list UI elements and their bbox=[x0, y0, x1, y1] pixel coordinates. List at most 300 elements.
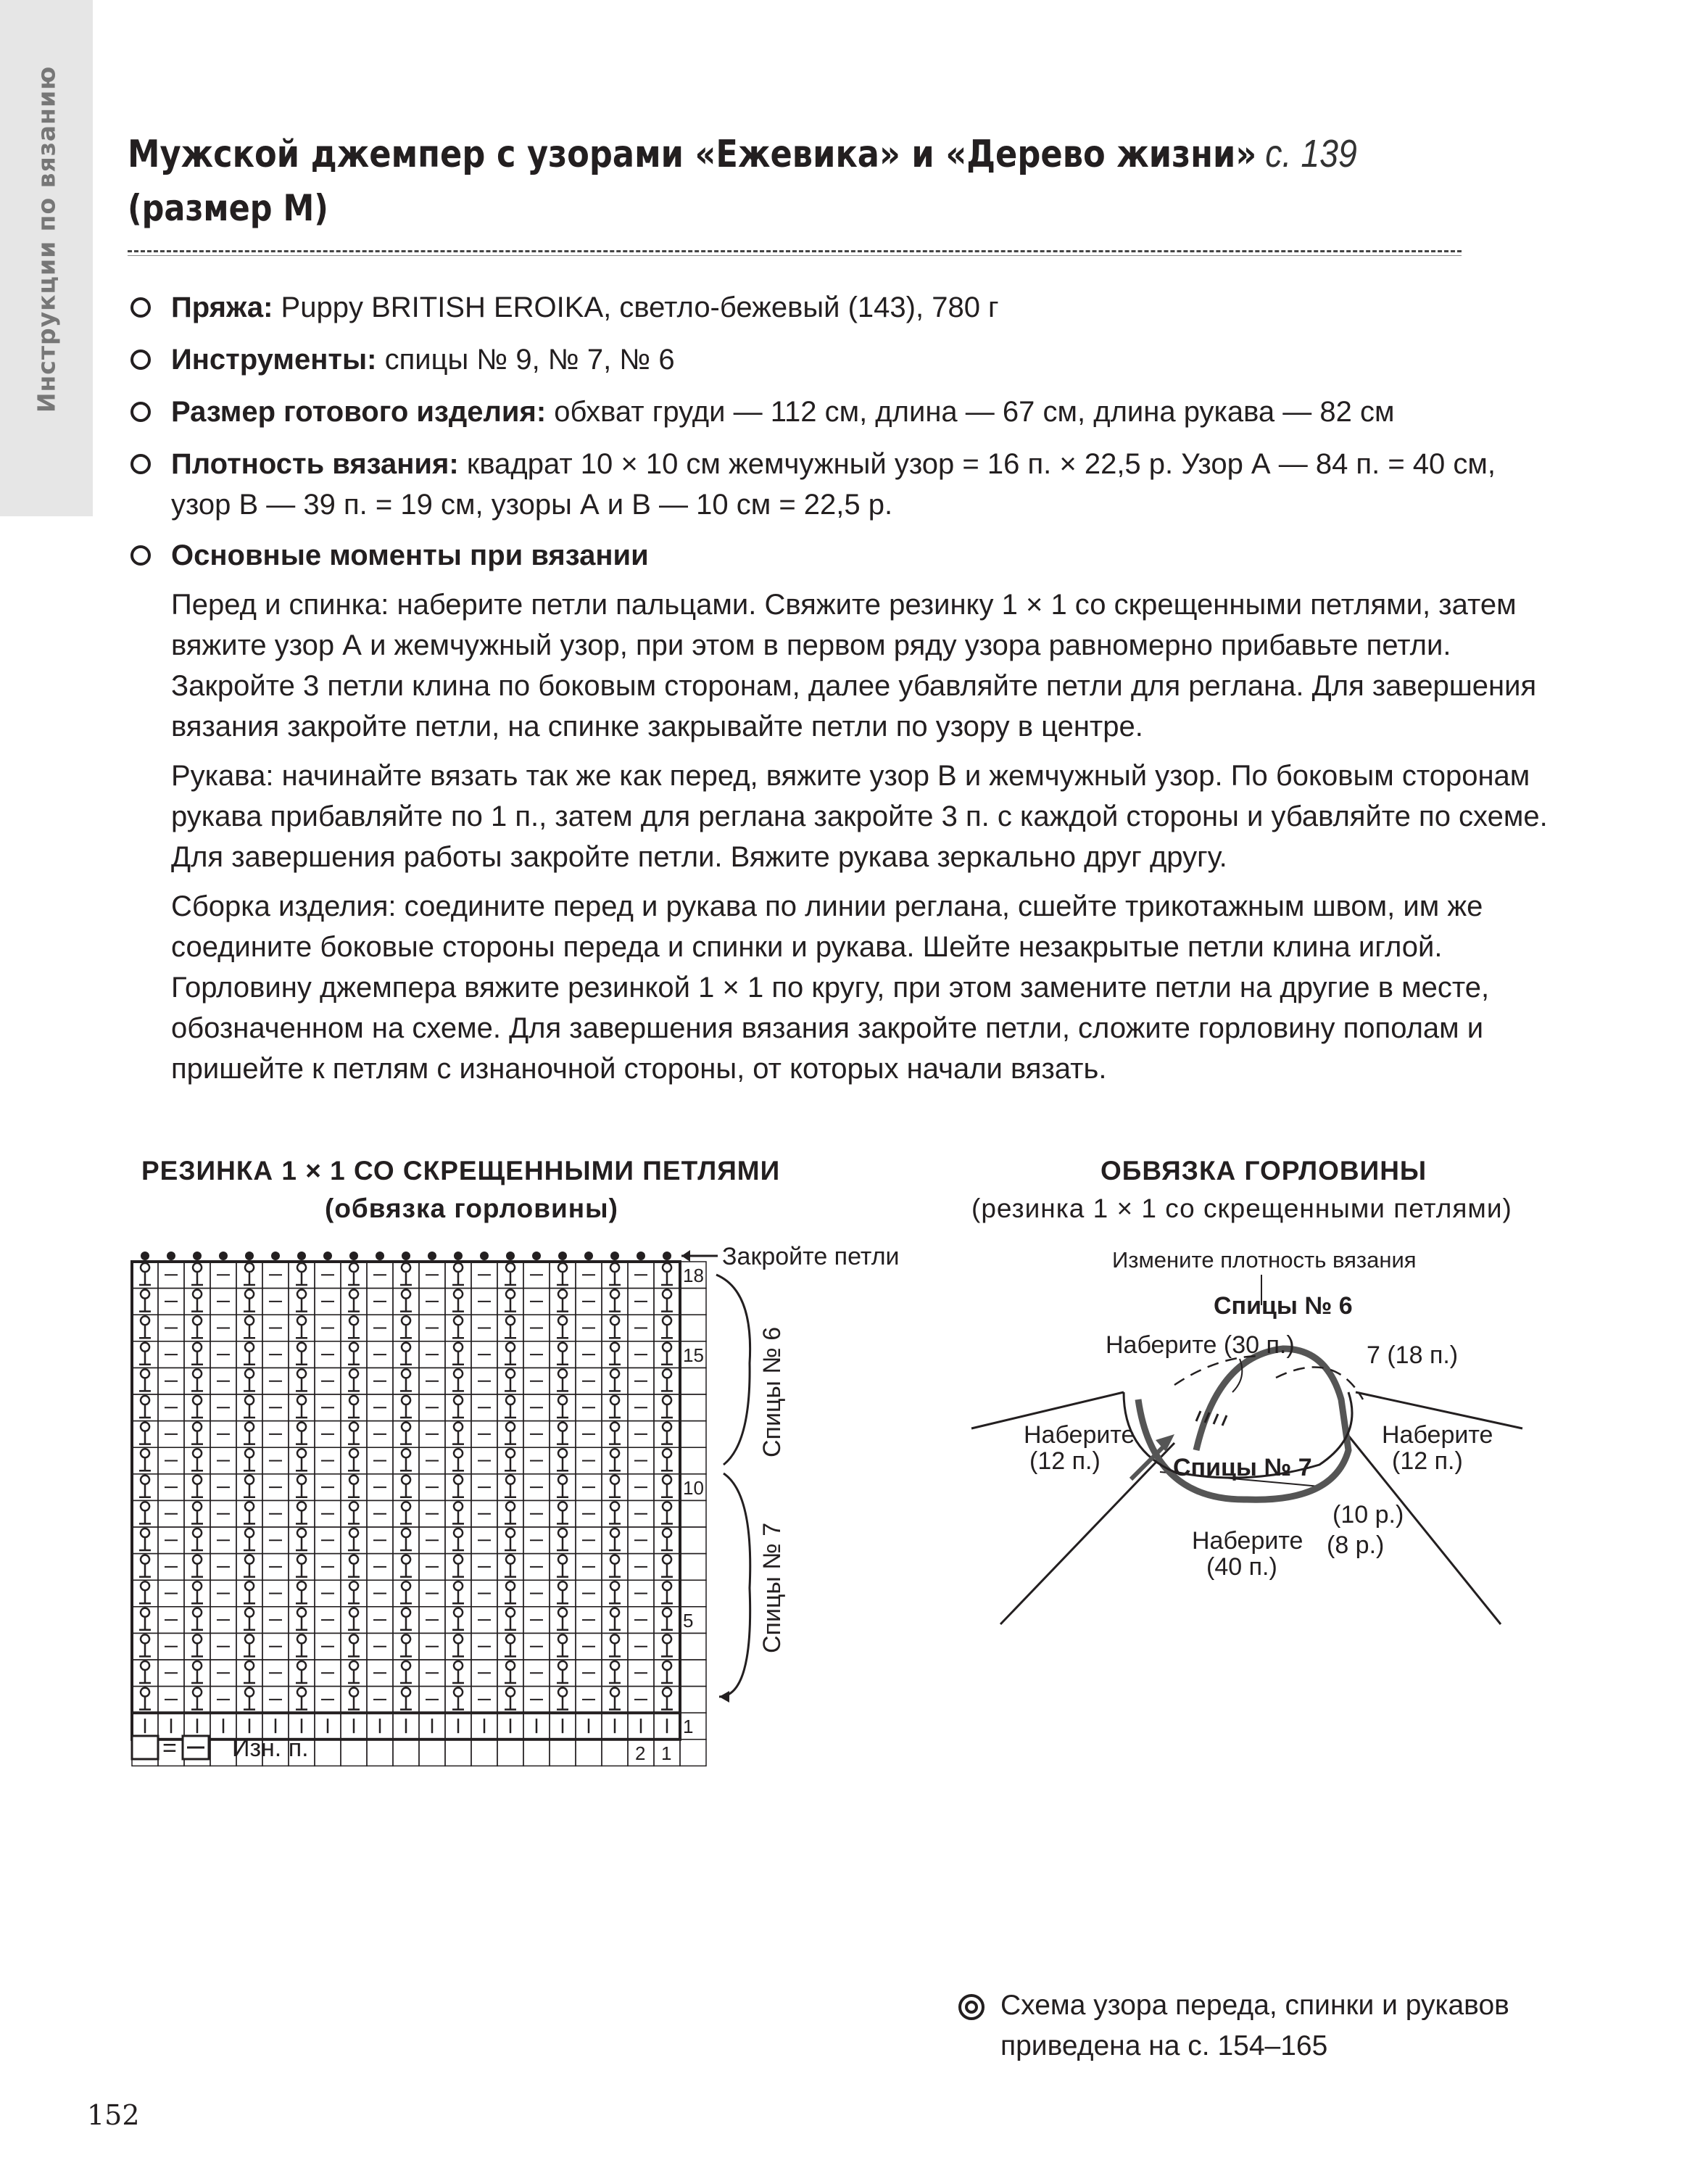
bind-off-dot bbox=[271, 1252, 280, 1260]
twisted-stitch-symbol bbox=[452, 1634, 464, 1656]
twisted-stitch-symbol bbox=[244, 1555, 255, 1577]
spec-label: Пряжа: bbox=[171, 291, 273, 323]
needles-6-label: Спицы № 6 bbox=[758, 1326, 786, 1457]
twisted-stitch-symbol bbox=[452, 1369, 464, 1391]
twisted-stitch-symbol bbox=[296, 1476, 307, 1497]
bind-off-dot bbox=[349, 1252, 358, 1260]
double-circle-icon bbox=[958, 1994, 985, 2020]
twisted-stitch-symbol bbox=[557, 1688, 568, 1710]
twisted-stitch-symbol bbox=[661, 1608, 673, 1630]
row-number: 10 bbox=[683, 1476, 704, 1499]
twisted-stitch-symbol bbox=[296, 1502, 307, 1523]
twisted-stitch-symbol bbox=[661, 1476, 673, 1497]
twisted-stitch-symbol bbox=[505, 1608, 516, 1630]
twisted-stitch-symbol bbox=[609, 1290, 621, 1312]
twisted-stitch-symbol bbox=[191, 1608, 203, 1630]
twisted-stitch-symbol bbox=[296, 1688, 307, 1710]
bind-off-dot bbox=[663, 1252, 671, 1260]
twisted-stitch-symbol bbox=[505, 1581, 516, 1603]
grid-cell bbox=[471, 1740, 497, 1766]
grid-cell bbox=[497, 1740, 523, 1766]
twisted-stitch-symbol bbox=[452, 1316, 464, 1338]
twisted-stitch-symbol bbox=[244, 1529, 255, 1550]
twisted-stitch-symbol bbox=[400, 1316, 412, 1338]
twisted-stitch-symbol bbox=[348, 1688, 360, 1710]
spec-gauge bbox=[130, 444, 1551, 525]
bullet-icon bbox=[130, 454, 151, 474]
twisted-stitch-symbol bbox=[557, 1608, 568, 1630]
twisted-stitch-symbol bbox=[661, 1396, 673, 1418]
twisted-stitch-symbol bbox=[244, 1290, 255, 1312]
pick-up-12-right-count: (12 п.) bbox=[1392, 1447, 1463, 1475]
twisted-stitch-symbol bbox=[348, 1634, 360, 1656]
title-text: Мужской джемпер с узорами «Ежевика» и «Дерево жизни» bbox=[128, 133, 1257, 176]
bind-off-dot bbox=[245, 1252, 254, 1260]
twisted-stitch-symbol bbox=[400, 1529, 412, 1550]
twisted-stitch-symbol bbox=[400, 1343, 412, 1365]
twisted-stitch-symbol bbox=[557, 1476, 568, 1497]
twisted-stitch-symbol bbox=[661, 1661, 673, 1683]
header-divider bbox=[128, 250, 1462, 252]
twisted-stitch-symbol bbox=[244, 1343, 255, 1365]
twisted-stitch-symbol bbox=[609, 1476, 621, 1497]
twisted-stitch-symbol bbox=[400, 1661, 412, 1683]
neckband-title: ОБВЯЗКА ГОРЛОВИНЫ bbox=[1101, 1156, 1427, 1186]
twisted-stitch-symbol bbox=[191, 1423, 203, 1444]
twisted-stitch-symbol bbox=[505, 1423, 516, 1444]
twisted-stitch-symbol bbox=[661, 1343, 673, 1365]
twisted-stitch-symbol bbox=[452, 1688, 464, 1710]
twisted-stitch-symbol bbox=[191, 1316, 203, 1338]
twisted-stitch-symbol bbox=[244, 1476, 255, 1497]
twisted-stitch-symbol bbox=[452, 1396, 464, 1418]
twisted-stitch-symbol bbox=[452, 1608, 464, 1630]
twisted-stitch-symbol bbox=[296, 1343, 307, 1365]
grid-cell bbox=[680, 1740, 706, 1766]
note-line-2: приведена на с. 154–165 bbox=[1000, 2030, 1328, 2061]
twisted-stitch-symbol bbox=[452, 1423, 464, 1444]
twisted-stitch-symbol bbox=[400, 1396, 412, 1418]
twisted-stitch-symbol bbox=[661, 1634, 673, 1656]
twisted-stitch-symbol bbox=[139, 1661, 151, 1683]
rib-chart-subtitle: (обвязка горловины) bbox=[325, 1194, 618, 1223]
twisted-stitch-symbol bbox=[244, 1581, 255, 1603]
twisted-stitch-symbol bbox=[244, 1423, 255, 1444]
twisted-stitch-symbol bbox=[505, 1449, 516, 1471]
twisted-stitch-symbol bbox=[348, 1476, 360, 1497]
bind-off-dot bbox=[506, 1252, 515, 1260]
twisted-stitch-symbol bbox=[191, 1476, 203, 1497]
row-number: 18 bbox=[683, 1265, 704, 1286]
twisted-stitch-symbol bbox=[505, 1502, 516, 1523]
twisted-stitch-symbol bbox=[557, 1343, 568, 1365]
twisted-stitch-symbol bbox=[452, 1502, 464, 1523]
rows-8-label: (8 р.) bbox=[1327, 1531, 1385, 1559]
twisted-stitch-symbol bbox=[191, 1369, 203, 1391]
grid-cell bbox=[680, 1527, 706, 1554]
twisted-stitch-symbol bbox=[296, 1608, 307, 1630]
twisted-stitch-symbol bbox=[191, 1581, 203, 1603]
bind-off-dot bbox=[193, 1252, 202, 1260]
column-number: 1 bbox=[661, 1742, 672, 1764]
bind-off-label: Закройте петли bbox=[722, 1243, 900, 1270]
twisted-stitch-symbol bbox=[244, 1449, 255, 1471]
twisted-stitch-symbol bbox=[348, 1290, 360, 1312]
twisted-stitch-symbol bbox=[400, 1502, 412, 1523]
arrow-head-icon bbox=[719, 1691, 729, 1703]
grid-cell bbox=[680, 1580, 706, 1607]
grid-cell bbox=[523, 1740, 550, 1766]
section-label: Инструкции по вязанию bbox=[32, 65, 61, 413]
grid-cell bbox=[680, 1394, 706, 1421]
twisted-stitch-symbol bbox=[348, 1502, 360, 1523]
twisted-stitch-symbol bbox=[400, 1476, 412, 1497]
row-number: 15 bbox=[683, 1344, 704, 1366]
twisted-stitch-symbol bbox=[557, 1529, 568, 1550]
grid-cell bbox=[680, 1554, 706, 1581]
pick-up-12-left-count: (12 п.) bbox=[1029, 1447, 1101, 1475]
twisted-stitch-symbol bbox=[452, 1476, 464, 1497]
twisted-stitch-symbol bbox=[661, 1688, 673, 1710]
twisted-stitch-symbol bbox=[609, 1529, 621, 1550]
twisted-stitch-symbol bbox=[661, 1529, 673, 1550]
bind-off-dot bbox=[167, 1252, 175, 1260]
bind-off-row bbox=[141, 1252, 671, 1260]
bullet-icon bbox=[130, 297, 151, 318]
twisted-stitch-symbol bbox=[348, 1316, 360, 1338]
spec-value: обхват груди — 112 см, длина — 67 см, длина рукава — 82 см bbox=[554, 396, 1395, 428]
twisted-stitch-symbol bbox=[609, 1688, 621, 1710]
spec-label: Плотность вязания: bbox=[171, 448, 459, 480]
grid-cell bbox=[576, 1740, 602, 1766]
twisted-stitch-symbol bbox=[296, 1529, 307, 1550]
instruction-sleeves: Рукава: начинайте вязать так же как перед, вяжите узор В и жемчужный узор. По боковым сторонам рукава прибавляйте по 1 п., затем для реглана закройте 3 п. с каждой стороны и убавляйте по схеме. Для завершения работы закройте петли. Вяжите рукава зеркально друг другу. bbox=[171, 760, 1548, 873]
bullet-icon bbox=[130, 402, 151, 422]
twisted-stitch-symbol bbox=[139, 1423, 151, 1444]
twisted-stitch-symbol bbox=[348, 1555, 360, 1577]
twisted-stitch-symbol bbox=[609, 1369, 621, 1391]
rib-chart-title: РЕЗИНКА 1 × 1 СО СКРЕЩЕННЫМИ ПЕТЛЯМИ bbox=[141, 1156, 781, 1186]
grid-cell bbox=[680, 1368, 706, 1394]
twisted-stitch-symbol bbox=[191, 1688, 203, 1710]
twisted-stitch-symbol bbox=[191, 1343, 203, 1365]
twisted-stitch-symbol bbox=[661, 1316, 673, 1338]
pick-up-40-label: Наберите bbox=[1192, 1527, 1303, 1555]
twisted-stitch-symbol bbox=[557, 1449, 568, 1471]
twisted-stitch-symbol bbox=[244, 1608, 255, 1630]
twisted-stitch-symbol bbox=[191, 1396, 203, 1418]
twisted-stitch-symbol bbox=[452, 1343, 464, 1365]
twisted-stitch-symbol bbox=[505, 1634, 516, 1656]
twisted-stitch-symbol bbox=[348, 1529, 360, 1550]
twisted-stitch-symbol bbox=[244, 1688, 255, 1710]
pick-up-12-left-label: Наберите bbox=[1024, 1421, 1135, 1449]
twisted-stitch-symbol bbox=[609, 1449, 621, 1471]
twisted-stitch-symbol bbox=[296, 1449, 307, 1471]
twisted-stitch-symbol bbox=[505, 1688, 516, 1710]
twisted-stitch-symbol bbox=[557, 1634, 568, 1656]
page-title bbox=[128, 128, 1357, 181]
twisted-stitch-symbol bbox=[191, 1290, 203, 1312]
spec-value: квадрат 10 × 10 см жемчужный узор = 16 п. × 22,5 р. Узор А — 84 п. = 40 см, узор В — 39 п. = 19 см, узоры А и В — 10 см = 22,5 р. bbox=[171, 448, 1496, 521]
twisted-stitch-symbol bbox=[348, 1608, 360, 1630]
twisted-stitch-symbol bbox=[609, 1423, 621, 1444]
column-number: 2 bbox=[635, 1742, 646, 1764]
spec-value: спицы № 9, № 7, № 6 bbox=[384, 344, 675, 376]
twisted-stitch-symbol bbox=[505, 1369, 516, 1391]
bind-off-dot bbox=[454, 1252, 463, 1260]
twisted-stitch-symbol bbox=[557, 1661, 568, 1683]
neckband-diagram bbox=[957, 1233, 1537, 1668]
page-reference: с. 139 bbox=[1265, 132, 1357, 175]
twisted-stitch-symbol bbox=[557, 1581, 568, 1603]
twisted-stitch-symbol bbox=[452, 1529, 464, 1550]
twisted-stitch-symbol bbox=[348, 1369, 360, 1391]
twisted-stitch-symbol bbox=[661, 1263, 673, 1285]
twisted-stitch-symbol bbox=[400, 1449, 412, 1471]
neckband-subtitle: (резинка 1 × 1 со скрещенными петлями) bbox=[971, 1194, 1512, 1223]
twisted-stitch-symbol bbox=[609, 1316, 621, 1338]
grid-cell bbox=[341, 1740, 367, 1766]
arrow-head-icon bbox=[681, 1250, 690, 1262]
twisted-stitch-symbol bbox=[348, 1581, 360, 1603]
twisted-stitch-symbol bbox=[400, 1555, 412, 1577]
bind-off-dot bbox=[219, 1252, 228, 1260]
grid-cell bbox=[680, 1447, 706, 1474]
twisted-stitch-symbol bbox=[244, 1634, 255, 1656]
needles-6-label: Спицы № 6 bbox=[1214, 1292, 1353, 1320]
spec-size bbox=[130, 392, 1551, 432]
twisted-stitch-symbol bbox=[400, 1608, 412, 1630]
twisted-stitch-symbol bbox=[505, 1343, 516, 1365]
twisted-stitch-symbol bbox=[661, 1369, 673, 1391]
pick-up-40-count: (40 п.) bbox=[1206, 1553, 1277, 1581]
twisted-stitch-symbol bbox=[244, 1661, 255, 1683]
twisted-stitch-symbol bbox=[348, 1423, 360, 1444]
twisted-stitch-symbol bbox=[191, 1661, 203, 1683]
grid-cell bbox=[315, 1740, 341, 1766]
twisted-stitch-symbol bbox=[557, 1263, 568, 1285]
twisted-stitch-symbol bbox=[505, 1529, 516, 1550]
needles-7-label: Спицы № 7 bbox=[758, 1522, 786, 1653]
rib-chart bbox=[116, 1233, 928, 1769]
twisted-stitch-symbol bbox=[296, 1581, 307, 1603]
twisted-stitch-symbol bbox=[296, 1634, 307, 1656]
grid-cell bbox=[680, 1687, 706, 1713]
bind-off-dot bbox=[480, 1252, 489, 1260]
twisted-stitch-symbol bbox=[244, 1316, 255, 1338]
twisted-stitch-symbol bbox=[139, 1476, 151, 1497]
twisted-stitch-symbol bbox=[139, 1369, 151, 1391]
twisted-stitch-symbol bbox=[191, 1502, 203, 1523]
legend-equals: = bbox=[162, 1734, 177, 1762]
twisted-stitch-symbol bbox=[505, 1661, 516, 1683]
rows-7-18-label: 7 (18 п.) bbox=[1367, 1341, 1459, 1369]
grid-cell bbox=[393, 1740, 419, 1766]
spec-yarn bbox=[130, 287, 1551, 328]
bullet-icon bbox=[130, 545, 151, 566]
twisted-stitch-symbol bbox=[400, 1290, 412, 1312]
pick-up-30-label: Наберите (30 п.) bbox=[1106, 1331, 1295, 1359]
twisted-stitch-symbol bbox=[348, 1263, 360, 1285]
bind-off-dot bbox=[323, 1252, 332, 1260]
grid-cell bbox=[680, 1289, 706, 1315]
grid-cell bbox=[445, 1740, 471, 1766]
row-number: 1 bbox=[683, 1716, 694, 1738]
twisted-stitch-symbol bbox=[296, 1290, 307, 1312]
legend-purl-label: Изн. п. bbox=[232, 1734, 309, 1762]
twisted-stitch-symbol bbox=[452, 1449, 464, 1471]
twisted-stitch-symbol bbox=[505, 1290, 516, 1312]
twisted-stitch-symbol bbox=[609, 1343, 621, 1365]
twisted-stitch-symbol bbox=[296, 1396, 307, 1418]
needles-6-bracket bbox=[716, 1275, 750, 1465]
twisted-stitch-symbol bbox=[505, 1396, 516, 1418]
bind-off-dot bbox=[532, 1252, 541, 1260]
twisted-stitch-symbol bbox=[661, 1555, 673, 1577]
grid-cell bbox=[602, 1740, 628, 1766]
grid-cell bbox=[680, 1421, 706, 1448]
twisted-stitch-symbol bbox=[139, 1263, 151, 1285]
twisted-stitch-symbol bbox=[505, 1316, 516, 1338]
spec-value: Puppy BRITISH EROIKA, светло-бежевый (143), 780 г bbox=[281, 291, 999, 323]
needles-7-label: Спицы № 7 bbox=[1173, 1454, 1312, 1481]
grid-cell bbox=[550, 1740, 576, 1766]
twisted-stitch-symbol bbox=[139, 1396, 151, 1418]
twisted-stitch-symbol bbox=[609, 1634, 621, 1656]
grid-cell bbox=[680, 1315, 706, 1341]
twisted-stitch-symbol bbox=[139, 1502, 151, 1523]
twisted-stitch-symbol bbox=[191, 1449, 203, 1471]
bind-off-dot bbox=[402, 1252, 410, 1260]
grid-cell bbox=[419, 1740, 445, 1766]
bind-off-dot bbox=[376, 1252, 384, 1260]
twisted-stitch-symbol bbox=[244, 1396, 255, 1418]
twisted-stitch-symbol bbox=[139, 1449, 151, 1471]
rows-10-label: (10 р.) bbox=[1332, 1501, 1404, 1529]
twisted-stitch-symbol bbox=[348, 1343, 360, 1365]
twisted-stitch-symbol bbox=[557, 1396, 568, 1418]
twisted-stitch-symbol bbox=[400, 1634, 412, 1656]
twisted-stitch-symbol bbox=[505, 1263, 516, 1285]
twisted-stitch-symbol bbox=[452, 1555, 464, 1577]
twisted-stitch-symbol bbox=[139, 1581, 151, 1603]
page-number: 152 bbox=[87, 2099, 140, 2131]
bind-off-dot bbox=[610, 1252, 619, 1260]
twisted-stitch-symbol bbox=[661, 1449, 673, 1471]
twisted-stitch-symbol bbox=[139, 1529, 151, 1550]
twisted-stitch-symbol bbox=[400, 1423, 412, 1444]
twisted-stitch-symbol bbox=[557, 1369, 568, 1391]
grid-cell bbox=[680, 1660, 706, 1687]
change-gauge-label: Измените плотность вязания bbox=[1112, 1247, 1417, 1273]
twisted-stitch-symbol bbox=[191, 1529, 203, 1550]
note-line-1: Схема узора переда, спинки и рукавов bbox=[1000, 1990, 1509, 2021]
twisted-stitch-symbol bbox=[609, 1581, 621, 1603]
twisted-stitch-symbol bbox=[139, 1608, 151, 1630]
twisted-stitch-symbol bbox=[348, 1661, 360, 1683]
header-divider-thin bbox=[128, 255, 1462, 256]
bind-off-dot bbox=[297, 1252, 306, 1260]
grid-cell bbox=[680, 1500, 706, 1527]
twisted-stitch-symbol bbox=[661, 1502, 673, 1523]
instruction-assembly: Сборка изделия: соедините перед и рукава по линии реглана, сшейте трикотажным швом, им же соедините боковые стороны переда и спинки и рукава. Шейте незакрытые петли клина иглой. Горловину джемпера вяжите резинкой 1 × 1 по кругу, при этом замените петли на другие в месте, обозначенном на схеме. Для завершения вязания закройте петли, сложите горловину пополам и пришейте к петлям с изнаночной стороны, от которых начали вязать. bbox=[171, 890, 1490, 1085]
twisted-stitch-symbol bbox=[452, 1290, 464, 1312]
needles-7-bracket bbox=[719, 1473, 750, 1697]
spec-tools bbox=[130, 339, 1551, 380]
twisted-stitch-symbol bbox=[557, 1555, 568, 1577]
twisted-stitch-symbol bbox=[296, 1316, 307, 1338]
spec-label: Основные моменты при вязании bbox=[171, 539, 649, 571]
spec-main bbox=[130, 535, 1551, 1098]
grid-cell bbox=[367, 1740, 393, 1766]
row-number: 5 bbox=[683, 1609, 694, 1631]
twisted-stitch-symbol bbox=[452, 1263, 464, 1285]
twisted-stitch-symbol bbox=[244, 1502, 255, 1523]
twisted-stitch-symbol bbox=[244, 1369, 255, 1391]
twisted-stitch-symbol bbox=[139, 1316, 151, 1338]
twisted-stitch-symbol bbox=[557, 1316, 568, 1338]
bind-off-dot bbox=[428, 1252, 436, 1260]
twisted-stitch-symbol bbox=[661, 1581, 673, 1603]
twisted-stitch-symbol bbox=[609, 1396, 621, 1418]
bullet-icon bbox=[130, 349, 151, 370]
twisted-stitch-symbol bbox=[400, 1369, 412, 1391]
twisted-stitch-symbol bbox=[609, 1608, 621, 1630]
section-sidebar bbox=[0, 0, 93, 516]
bind-off-dot bbox=[584, 1252, 593, 1260]
twisted-stitch-symbol bbox=[296, 1661, 307, 1683]
bind-off-dot bbox=[558, 1252, 567, 1260]
spec-label: Инструменты: bbox=[171, 344, 377, 376]
twisted-stitch-symbol bbox=[139, 1634, 151, 1656]
pick-up-12-right-label: Наберите bbox=[1382, 1421, 1493, 1449]
twisted-stitch-symbol bbox=[609, 1661, 621, 1683]
twisted-stitch-symbol bbox=[400, 1688, 412, 1710]
twisted-stitch-symbol bbox=[661, 1290, 673, 1312]
twisted-stitch-symbol bbox=[661, 1423, 673, 1444]
twisted-stitch-symbol bbox=[557, 1502, 568, 1523]
twisted-stitch-symbol bbox=[557, 1423, 568, 1444]
pattern-reference-note bbox=[958, 1985, 1509, 2067]
bind-off-dot bbox=[637, 1252, 645, 1260]
twisted-stitch-symbol bbox=[609, 1263, 621, 1285]
twisted-stitch-symbol bbox=[348, 1449, 360, 1471]
twisted-stitch-symbol bbox=[557, 1290, 568, 1312]
twisted-stitch-symbol bbox=[191, 1555, 203, 1577]
twisted-stitch-symbol bbox=[505, 1555, 516, 1577]
twisted-stitch-symbol bbox=[296, 1555, 307, 1577]
twisted-stitch-symbol bbox=[452, 1661, 464, 1683]
twisted-stitch-symbol bbox=[139, 1688, 151, 1710]
twisted-stitch-symbol bbox=[139, 1343, 151, 1365]
twisted-stitch-symbol bbox=[400, 1263, 412, 1285]
twisted-stitch-symbol bbox=[609, 1555, 621, 1577]
legend-empty-cell bbox=[132, 1736, 158, 1759]
twisted-stitch-symbol bbox=[244, 1263, 255, 1285]
grid-cell bbox=[680, 1633, 706, 1660]
twisted-stitch-symbol bbox=[296, 1263, 307, 1285]
twisted-stitch-symbol bbox=[348, 1396, 360, 1418]
twisted-stitch-symbol bbox=[452, 1581, 464, 1603]
twisted-stitch-symbol bbox=[400, 1581, 412, 1603]
twisted-stitch-symbol bbox=[191, 1634, 203, 1656]
twisted-stitch-symbol bbox=[296, 1423, 307, 1444]
spec-label: Размер готового изделия: bbox=[171, 396, 547, 428]
twisted-stitch-symbol bbox=[296, 1369, 307, 1391]
twisted-stitch-symbol bbox=[191, 1263, 203, 1285]
chart-symbols bbox=[139, 1263, 704, 1764]
